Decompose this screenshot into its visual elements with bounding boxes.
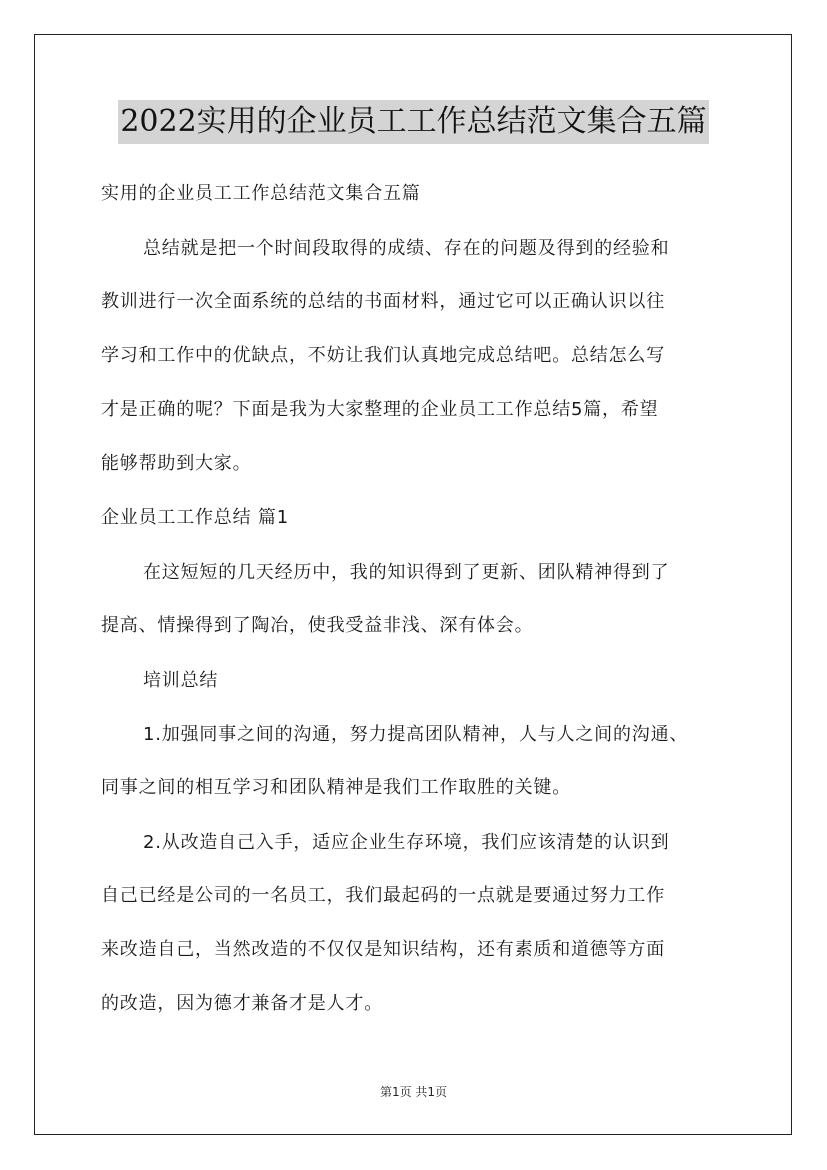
paragraph-line: 提高、情操得到了陶冶，使我受益非浅、深有体会。 bbox=[101, 615, 534, 636]
title-container bbox=[0, 100, 827, 144]
section-heading: 企业员工工作总结 篇1 bbox=[101, 507, 289, 528]
paragraph-line: 学习和工作中的优缺点，不妨让我们认真地完成总结吧。总结怎么写 bbox=[101, 345, 665, 366]
paragraph-line: 在这短短的几天经历中，我的知识得到了更新、团队精神得到了 bbox=[143, 562, 670, 583]
subheading: 培训总结 bbox=[143, 670, 219, 691]
list-item-line: 的改造，因为德才兼备才是人才。 bbox=[101, 993, 383, 1014]
document-title: 2022实用的企业员工工作总结范文集合五篇 bbox=[118, 100, 708, 144]
list-item-line: 来改造自己，当然改造的不仅仅是知识结构，还有素质和道德等方面 bbox=[101, 939, 665, 960]
paragraph-line: 能够帮助到大家。 bbox=[101, 453, 252, 474]
paragraph-line: 教训进行一次全面系统的总结的书面材料，通过它可以正确认识以往 bbox=[101, 291, 665, 312]
list-item-line: 1.加强同事之间的沟通，努力提高团队精神，人与人之间的沟通、 bbox=[143, 724, 689, 745]
page-footer: 第1页 共1页 bbox=[379, 1085, 448, 1099]
subtitle-line: 实用的企业员工工作总结范文集合五篇 bbox=[101, 183, 421, 204]
paragraph-line: 才是正确的呢？下面是我为大家整理的企业员工工作总结5篇，希望 bbox=[101, 399, 659, 420]
list-item-line: 自己已经是公司的一名员工，我们最起码的一点就是要通过努力工作 bbox=[101, 885, 665, 906]
paragraph-line: 总结就是把一个时间段取得的成绩、存在的问题及得到的经验和 bbox=[143, 238, 670, 259]
list-item-line: 同事之间的相互学习和团队精神是我们工作取胜的关键。 bbox=[101, 777, 571, 798]
list-item-line: 2.从改造自己入手，适应企业生存环境，我们应该清楚的认识到 bbox=[143, 832, 670, 853]
